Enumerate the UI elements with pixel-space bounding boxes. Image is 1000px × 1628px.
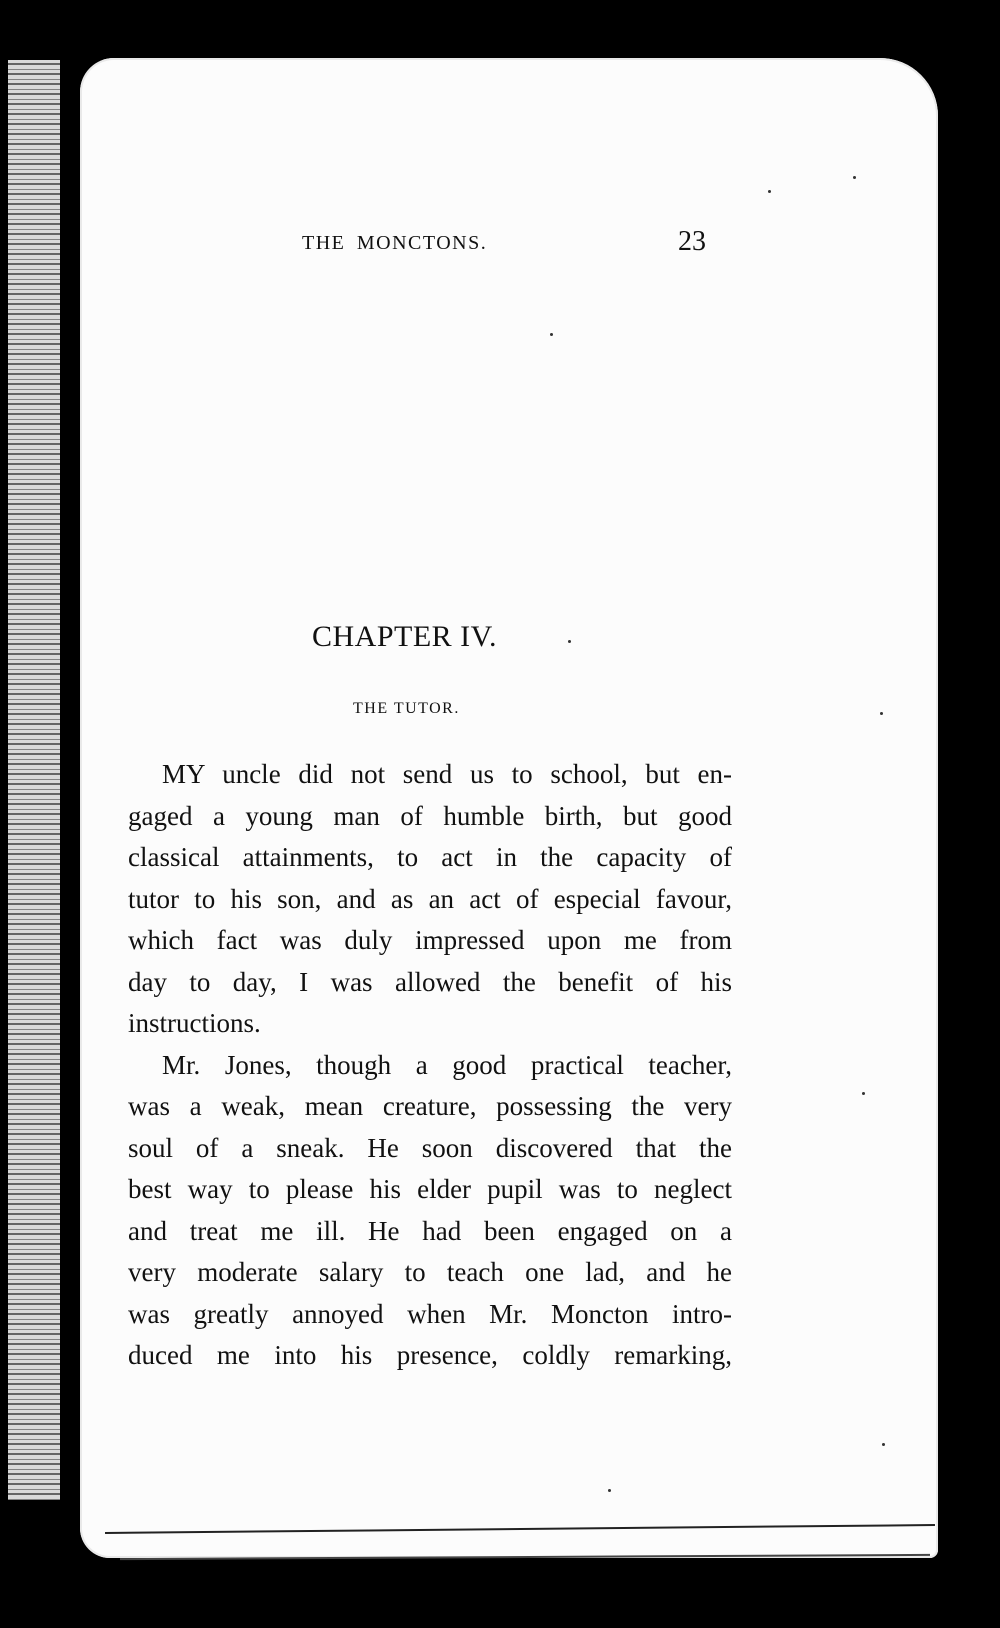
text-line: best way to please his elder pupil was to neglect — [128, 1174, 732, 1204]
text-line: which fact was duly impressed upon me from — [128, 925, 732, 955]
page-stack-edge — [8, 60, 60, 1500]
chapter-title: CHAPTER IV. — [312, 620, 497, 653]
scan-speck — [853, 176, 856, 179]
text-line: MY uncle did not send us to school, but en- — [162, 759, 732, 789]
text-line: tutor to his son, and as an act of especial favour, — [128, 883, 732, 914]
text-line: instructions. — [128, 1008, 261, 1038]
scan-speck — [862, 1092, 865, 1095]
text-line: Mr. Jones, though a good practical teacher, — [162, 1049, 732, 1080]
chapter-subtitle: THE TUTOR. — [353, 700, 460, 717]
text-line: very moderate salary to teach one lad, and he — [128, 1257, 732, 1287]
body-text — [128, 754, 732, 1377]
scan-speck — [768, 190, 771, 193]
scan-speck — [568, 640, 571, 643]
text-line: gaged a young man of humble birth, but good — [128, 800, 732, 831]
text-line: classical attainments, to act in the capacity of — [128, 842, 732, 872]
text-line: day to day, I was allowed the benefit of his — [128, 966, 732, 997]
page-number: 23 — [678, 226, 706, 257]
scan-speck — [882, 1443, 885, 1446]
text-line: and treat me ill. He had been engaged on a — [128, 1215, 732, 1246]
scan-speck — [550, 333, 553, 336]
text-line: was greatly annoyed when Mr. Moncton intro- — [128, 1298, 732, 1329]
text-line: soul of a sneak. He soon discovered that the — [128, 1132, 732, 1163]
scan-speck — [880, 712, 883, 715]
running-head: THE MONCTONS. — [302, 232, 488, 254]
scan-speck — [608, 1489, 611, 1492]
text-line: was a weak, mean creature, possessing the very — [128, 1091, 732, 1121]
text-line: duced me into his presence, coldly remarking, — [128, 1340, 732, 1370]
